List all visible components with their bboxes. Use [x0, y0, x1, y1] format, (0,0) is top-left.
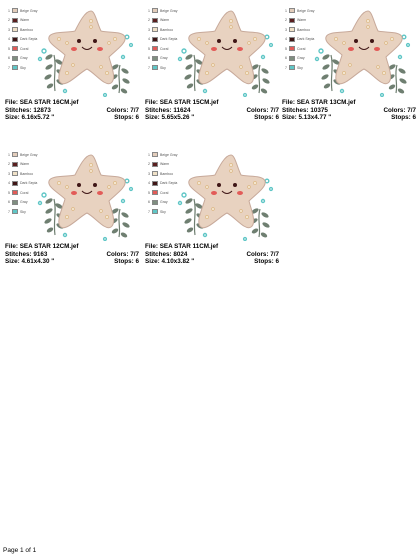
sea-star-embroidery-image [175, 151, 275, 241]
design-info [145, 243, 279, 266]
thread-name: Gray [20, 56, 28, 60]
thread-number: 2 [8, 18, 10, 22]
file-name: File: SEA STAR 15CM.jef [145, 99, 219, 106]
thread-number: 4 [8, 181, 10, 185]
thread-name: Dark Sepia [20, 181, 38, 185]
design-size: Size: 6.16x5.72 " [5, 114, 55, 122]
thread-name: Warm [297, 18, 307, 22]
thread-name: Warm [20, 162, 30, 166]
thread-number: 7 [8, 209, 10, 214]
thread-swatch [289, 37, 295, 42]
sea-star-body [326, 11, 402, 84]
thread-swatch [289, 65, 295, 70]
thread-swatch [152, 190, 158, 195]
thread-number: 4 [285, 37, 287, 41]
file-name: File: SEA STAR 16CM.jef [5, 99, 79, 106]
thread-number: 3 [148, 27, 150, 32]
thread-number: 1 [148, 8, 150, 13]
design-card [5, 147, 139, 265]
thread-number: 1 [148, 152, 150, 157]
stitch-count: Stitches: 9163 [5, 250, 48, 258]
thread-name: Gray [160, 200, 168, 204]
thread-name: Sky [297, 65, 303, 70]
thread-number: 5 [148, 190, 150, 195]
thread-name: Warm [160, 162, 170, 166]
thread-swatch [152, 181, 158, 186]
thread-name: Beige Gray [160, 152, 178, 157]
thread-number: 3 [148, 171, 150, 176]
thread-name: Gray [160, 56, 168, 60]
thread-swatch [12, 65, 18, 70]
thread-name: Beige Gray [20, 152, 38, 157]
sea-star-embroidery-image [312, 7, 412, 97]
sea-star-body [189, 155, 265, 228]
thread-name: Bamboo [160, 171, 174, 176]
design-size: Size: 4.10x3.82 " [145, 258, 195, 266]
thread-number: 7 [148, 209, 150, 214]
thread-swatch [152, 152, 158, 157]
stop-count: Stops: 6 [391, 114, 416, 122]
thread-name: Sky [160, 209, 166, 214]
thread-number: 6 [148, 200, 150, 204]
thread-number: 4 [148, 181, 150, 185]
thread-name: Bamboo [20, 171, 34, 176]
thread-name: Coral [160, 190, 169, 195]
thread-name: Coral [160, 46, 169, 51]
thread-name: Dark Sepia [160, 181, 178, 185]
thread-name: Bamboo [297, 27, 311, 32]
thread-swatch [152, 27, 158, 32]
thread-number: 7 [148, 65, 150, 70]
thread-name: Sky [20, 65, 26, 70]
thread-swatch [289, 56, 295, 61]
thread-swatch [12, 46, 18, 51]
thread-number: 1 [285, 8, 287, 13]
design-size: Size: 5.65x5.26 " [145, 114, 195, 122]
design-card [5, 3, 139, 121]
thread-swatch [152, 65, 158, 70]
thread-name: Warm [20, 18, 30, 22]
thread-number: 3 [285, 27, 287, 32]
color-count: Colors: 7/7 [246, 250, 279, 258]
thread-swatch [12, 56, 18, 61]
thread-number: 6 [8, 200, 10, 204]
sea-star-embroidery-image [35, 7, 135, 97]
thread-name: Bamboo [160, 27, 174, 32]
thread-swatch [152, 8, 158, 13]
design-size: Size: 5.13x4.77 " [282, 114, 332, 122]
thread-name: Gray [297, 56, 305, 60]
stop-count: Stops: 6 [114, 258, 139, 266]
thread-swatch [289, 8, 295, 13]
color-count: Colors: 7/7 [383, 106, 416, 114]
thread-name: Beige Gray [297, 8, 315, 13]
thread-swatch [12, 181, 18, 186]
sea-star-embroidery-image [175, 7, 275, 97]
stitch-count: Stitches: 10375 [282, 106, 328, 114]
thread-name: Sky [20, 209, 26, 214]
design-card [145, 147, 279, 265]
thread-number: 2 [148, 162, 150, 166]
thread-number: 2 [8, 162, 10, 166]
stitch-count: Stitches: 8024 [145, 250, 188, 258]
design-info [5, 99, 139, 122]
thread-swatch [152, 209, 158, 214]
thread-number: 6 [148, 56, 150, 60]
thread-swatch [12, 209, 18, 214]
thread-name: Dark Sepia [297, 37, 315, 41]
thread-number: 1 [8, 152, 10, 157]
thread-swatch [152, 171, 158, 176]
thread-swatch [12, 8, 18, 13]
thread-name: Beige Gray [160, 8, 178, 13]
thread-swatch [12, 200, 18, 205]
design-card [282, 3, 416, 121]
stop-count: Stops: 6 [254, 114, 279, 122]
sea-star-body [49, 11, 125, 84]
design-info [282, 99, 416, 122]
thread-number: 1 [8, 8, 10, 13]
thread-number: 7 [8, 65, 10, 70]
thread-name: Coral [20, 46, 29, 51]
thread-swatch [289, 27, 295, 32]
thread-swatch [152, 56, 158, 61]
stitch-count: Stitches: 12873 [5, 106, 51, 114]
thread-swatch [152, 46, 158, 51]
color-count: Colors: 7/7 [106, 250, 139, 258]
thread-name: Gray [20, 200, 28, 204]
thread-name: Beige Gray [20, 8, 38, 13]
thread-number: 6 [8, 56, 10, 60]
stop-count: Stops: 6 [254, 258, 279, 266]
file-name: File: SEA STAR 11CM.jef [145, 243, 219, 250]
thread-swatch [12, 152, 18, 157]
color-count: Colors: 7/7 [246, 106, 279, 114]
file-name: File: SEA STAR 12CM.jef [5, 243, 79, 250]
thread-name: Bamboo [20, 27, 34, 32]
design-size: Size: 4.61x4.30 " [5, 258, 55, 266]
thread-number: 4 [148, 37, 150, 41]
thread-swatch [289, 46, 295, 51]
thread-swatch [12, 171, 18, 176]
sea-star-body [189, 11, 265, 84]
thread-number: 3 [8, 27, 10, 32]
thread-name: Warm [160, 18, 170, 22]
page-footer: Page 1 of 1 [3, 547, 37, 554]
design-info [145, 99, 279, 122]
thread-number: 2 [285, 18, 287, 22]
thread-number: 7 [285, 65, 287, 70]
thread-name: Dark Sepia [160, 37, 178, 41]
thread-name: Coral [297, 46, 306, 51]
thread-number: 5 [8, 46, 10, 51]
thread-number: 3 [8, 171, 10, 176]
sea-star-embroidery-image [35, 151, 135, 241]
thread-number: 2 [148, 18, 150, 22]
thread-swatch [152, 37, 158, 42]
thread-swatch [12, 162, 18, 167]
sea-star-body [49, 155, 125, 228]
color-count: Colors: 7/7 [106, 106, 139, 114]
design-info [5, 243, 139, 266]
stop-count: Stops: 6 [114, 114, 139, 122]
thread-swatch [12, 27, 18, 32]
thread-number: 5 [148, 46, 150, 51]
thread-swatch [289, 18, 295, 23]
thread-swatch [152, 200, 158, 205]
file-name: File: SEA STAR 13CM.jef [282, 99, 356, 106]
stitch-count: Stitches: 11624 [145, 106, 191, 114]
thread-name: Sky [160, 65, 166, 70]
thread-number: 6 [285, 56, 287, 60]
thread-swatch [152, 18, 158, 23]
design-card [145, 3, 279, 121]
thread-number: 5 [8, 190, 10, 195]
thread-number: 4 [8, 37, 10, 41]
thread-swatch [152, 162, 158, 167]
thread-swatch [12, 18, 18, 23]
thread-number: 5 [285, 46, 287, 51]
thread-swatch [12, 190, 18, 195]
thread-name: Coral [20, 190, 29, 195]
thread-name: Dark Sepia [20, 37, 38, 41]
thread-swatch [12, 37, 18, 42]
